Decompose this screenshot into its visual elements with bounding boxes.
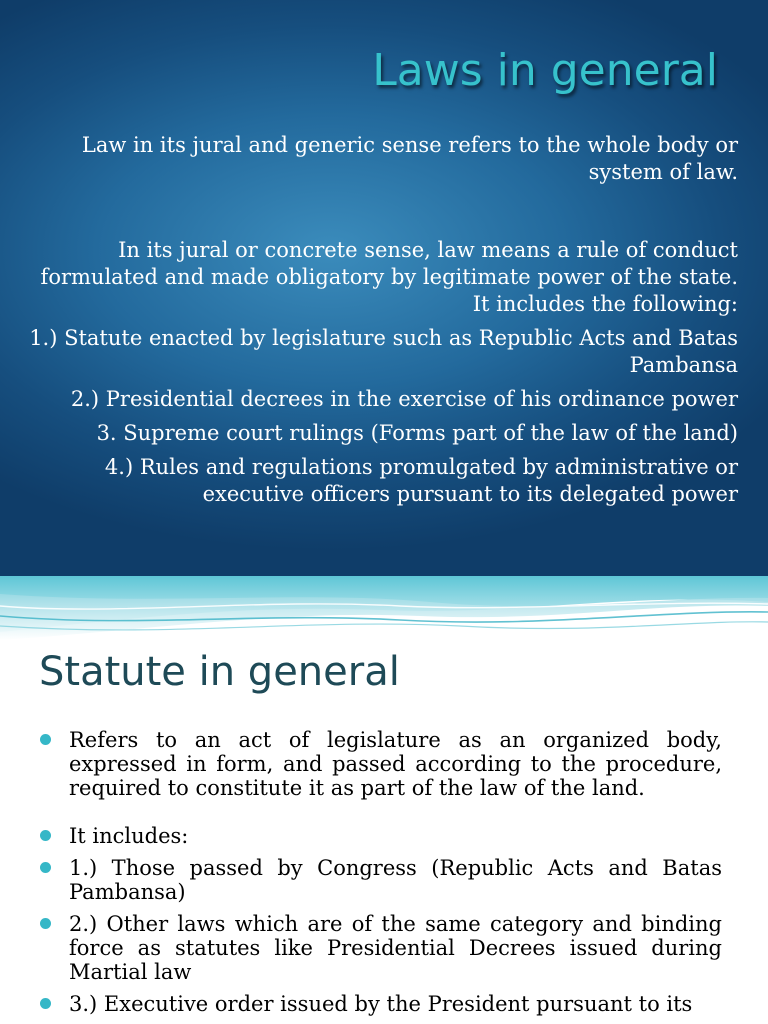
slide1-list-item: 3. Supreme court rulings (Forms part of the law of the land) xyxy=(96,421,738,445)
bullet-dot-icon xyxy=(40,734,51,745)
slide1-paragraph: In its jural or concrete sense, law means a rule of conduct formulated and made obligatory by legitimate power of the state. xyxy=(40,238,738,289)
slide1-body xyxy=(20,132,738,508)
bullet-text: Refers to an act of legislature as an organized body, expressed in form, and passed according to the procedure, required to constitute it as part of the law of the land. xyxy=(69,728,722,800)
slide1-list-item: 4.) Rules and regulations promulgated by administrative or executive officers pursuant to its delegated power xyxy=(104,455,738,506)
slide-statute-in-general xyxy=(0,576,768,1024)
decorative-waves xyxy=(0,576,768,656)
slide2-bullet-list xyxy=(40,728,722,1016)
bullet-text: 2.) Other laws which are of the same category and binding force as statutes like Presidential Decrees issued during Martial law xyxy=(69,912,722,984)
bullet-item xyxy=(40,992,722,1016)
bullet-dot-icon xyxy=(40,998,51,1009)
bullet-item xyxy=(40,824,722,848)
bullet-dot-icon xyxy=(40,830,51,841)
bullet-item xyxy=(40,912,722,984)
slide1-title: Laws in general xyxy=(372,45,718,96)
bullet-text: It includes: xyxy=(69,824,189,848)
slide1-paragraph: It includes the following: xyxy=(472,292,738,316)
slide2-title: Statute in general xyxy=(39,649,400,695)
bullet-text: 1.) Those passed by Congress (Republic Acts and Batas Pambansa) xyxy=(69,856,722,904)
slide1-paragraph: Law in its jural and generic sense refers to the whole body or system of law. xyxy=(81,133,738,184)
slide1-list-item: 2.) Presidential decrees in the exercise of his ordinance power xyxy=(70,387,738,411)
bullet-item xyxy=(40,728,722,800)
bullet-item xyxy=(40,856,722,904)
bullet-dot-icon xyxy=(40,862,51,873)
bullet-dot-icon xyxy=(40,918,51,929)
bullet-text: 3.) Executive order issued by the President pursuant to its xyxy=(69,992,693,1016)
slide1-list-item: 1.) Statute enacted by legislature such as Republic Acts and Batas Pambansa xyxy=(29,326,738,377)
